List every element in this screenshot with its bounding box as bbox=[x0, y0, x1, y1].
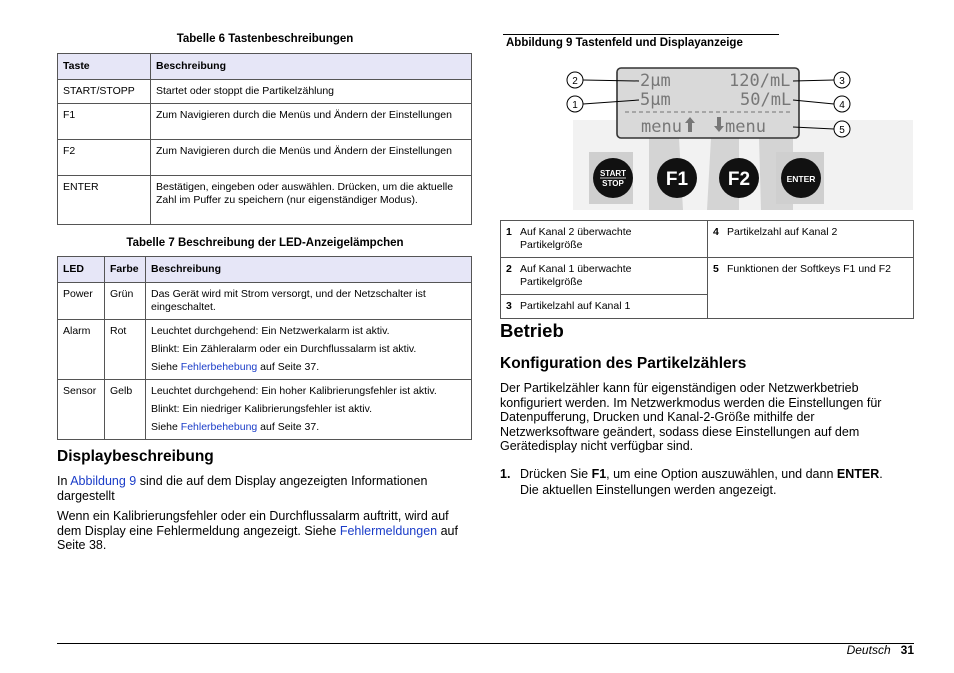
table-cell: START/STOPP bbox=[58, 80, 151, 104]
table-row bbox=[58, 283, 472, 320]
table-header-row bbox=[58, 54, 472, 80]
table-cell bbox=[146, 380, 472, 440]
legend-text: Funktionen der Softkeys F1 und F2 bbox=[727, 263, 892, 275]
table-row bbox=[58, 104, 472, 140]
legend-text: Partikelzahl auf Kanal 2 bbox=[727, 226, 838, 238]
table-cell: Grün bbox=[105, 283, 146, 320]
legend-item-5 bbox=[708, 258, 914, 319]
fehlerbehebung-link[interactable]: Fehlerbehebung bbox=[180, 361, 258, 373]
table-row bbox=[58, 380, 472, 440]
figure-rule bbox=[503, 34, 779, 35]
callout-label: 4 bbox=[839, 100, 845, 111]
table-cell: Power bbox=[58, 283, 105, 320]
table-row bbox=[58, 176, 472, 225]
footer-rule bbox=[57, 643, 914, 644]
legend-text: Auf Kanal 2 überwachte Partikelgröße bbox=[520, 226, 632, 251]
page-number: 31 bbox=[900, 643, 914, 657]
betrieb-paragraph: Der Partikelzähler kann für eigenständigen oder Netzwerkbetrieb konfiguriert werden. Im Netzwerkmodus werden die Einstellungen für Datenpufferung, Drucken und Kanal-2-Größe mithilfe der Netzwerksoftware geändert, sodass diese Einstellungen auf dem Gerätedisplay nicht verfügbar sind. bbox=[500, 381, 882, 453]
table-row bbox=[58, 80, 472, 104]
table6 bbox=[57, 53, 472, 225]
table-header-row bbox=[58, 257, 472, 283]
legend-num: 4 bbox=[713, 226, 719, 238]
callout-label: 5 bbox=[839, 125, 845, 136]
konfiguration-heading: Konfiguration des Partikelzählers bbox=[500, 355, 747, 372]
table-header-cell: Farbe bbox=[105, 257, 146, 283]
stop-key-label: STOP bbox=[602, 179, 624, 188]
abbildung-link[interactable]: Abbildung 9 bbox=[70, 474, 137, 488]
table-cell: Gelb bbox=[105, 380, 146, 440]
fehlerbehebung-link[interactable]: Fehlerbehebung bbox=[180, 421, 258, 433]
lcd-row2-left: 5µm bbox=[640, 90, 671, 110]
enter-key-ref: ENTER bbox=[836, 467, 880, 481]
lcd-softkey2: menu bbox=[725, 117, 766, 137]
figure9-caption: Abbildung 9 Tastenfeld und Displayanzeige bbox=[506, 37, 743, 49]
table7 bbox=[57, 256, 472, 440]
footer-language: Deutsch bbox=[846, 643, 891, 657]
legend-item-2 bbox=[501, 258, 708, 295]
fehlermeldungen-link[interactable]: Fehlermeldungen bbox=[339, 523, 438, 538]
lcd-row1-left: 2µm bbox=[640, 71, 671, 91]
table-header-cell: Beschreibung bbox=[151, 54, 472, 80]
step-text: , um eine Option auszuwählen, und dann bbox=[606, 467, 837, 481]
text: Wenn ein Kalibrierungsfehler oder ein Durchflussalarm auftritt, wird auf dem Display eine Fehlermeldung angezeigt. Siehe bbox=[57, 509, 449, 538]
callout-label: 3 bbox=[839, 76, 845, 87]
table-cell: ENTER bbox=[58, 176, 151, 225]
table-cell: Das Gerät wird mit Strom versorgt, und der Netzschalter ist eingeschaltet. bbox=[146, 283, 472, 320]
figure-legend bbox=[500, 220, 914, 319]
sensor-line2: Blinkt: Ein niedriger Kalibrierungsfehler ist aktiv. bbox=[151, 403, 372, 415]
f1-key-ref: F1 bbox=[591, 467, 607, 481]
table6-caption: Tabelle 6 Tastenbeschreibungen bbox=[176, 33, 354, 45]
table-cell bbox=[146, 320, 472, 380]
f1-key-label: F1 bbox=[665, 169, 689, 190]
lcd-row1-right: 120/mL bbox=[729, 71, 791, 91]
table-cell: Alarm bbox=[58, 320, 105, 380]
lcd-softkey1: menu bbox=[641, 117, 682, 137]
table-cell: F2 bbox=[58, 140, 151, 176]
table-header-cell: LED bbox=[58, 257, 105, 283]
legend-item-4 bbox=[708, 221, 914, 258]
table7-caption: Tabelle 7 Beschreibung der LED-Anzeigelämpchen bbox=[126, 237, 404, 249]
table-header-cell: Taste bbox=[58, 54, 151, 80]
legend-num: 3 bbox=[506, 300, 512, 312]
betrieb-heading: Betrieb bbox=[500, 320, 564, 341]
callout-label: 1 bbox=[572, 100, 578, 111]
lcd-row2-right: 50/mL bbox=[740, 90, 792, 110]
step-text: Drücken Sie bbox=[520, 467, 592, 481]
text: In bbox=[57, 474, 71, 488]
legend-num: 1 bbox=[506, 226, 512, 238]
legend-text: Partikelzahl auf Kanal 1 bbox=[520, 300, 631, 312]
sensor-see bbox=[151, 421, 466, 434]
legend-text: Auf Kanal 1 überwachte Partikelgröße bbox=[520, 263, 632, 288]
f2-key-label: F2 bbox=[727, 169, 751, 190]
step-text: . bbox=[879, 467, 883, 481]
display-paragraph-1 bbox=[57, 474, 457, 503]
sensor-line1: Leuchtet durchgehend: Ein hoher Kalibrierungsfehler ist aktiv. bbox=[151, 385, 437, 397]
text: auf Seite 38. bbox=[57, 523, 458, 552]
display-heading: Displaybeschreibung bbox=[57, 448, 214, 465]
step-1 bbox=[500, 467, 883, 482]
alarm-see bbox=[151, 361, 466, 374]
table-cell: Bestätigen, eingeben oder auswählen. Drücken, um die aktuelle Zahl im Puffer zu speichern (nur eigenständiger Modus). bbox=[151, 176, 472, 225]
table-row bbox=[58, 320, 472, 380]
table-cell: Rot bbox=[105, 320, 146, 380]
legend-row bbox=[501, 258, 914, 295]
table-header-cell: Beschreibung bbox=[146, 257, 472, 283]
callout-label: 2 bbox=[572, 76, 578, 87]
step-number: 1. bbox=[500, 467, 511, 481]
legend-num: 2 bbox=[506, 263, 512, 275]
legend-item-3 bbox=[501, 295, 708, 319]
table-cell: Zum Navigieren durch die Menüs und Ändern der Einstellungen bbox=[151, 140, 472, 176]
alarm-line2: Blinkt: Ein Zähleralarm oder ein Durchflussalarm ist aktiv. bbox=[151, 343, 417, 355]
text: sind die auf dem Display angezeigten Informationen dargestellt bbox=[57, 474, 428, 503]
footer bbox=[847, 643, 914, 657]
see-suffix: auf Seite 37. bbox=[257, 421, 320, 433]
table-row bbox=[58, 140, 472, 176]
table-cell: F1 bbox=[58, 104, 151, 140]
table-cell: Startet oder stoppt die Partikelzählung bbox=[151, 80, 472, 104]
alarm-line1: Leuchtet durchgehend: Ein Netzwerkalarm ist aktiv. bbox=[151, 325, 390, 337]
enter-key-label: ENTER bbox=[786, 174, 816, 184]
display-paragraph-2 bbox=[57, 509, 467, 553]
see-prefix: Siehe bbox=[151, 361, 181, 373]
legend-num: 5 bbox=[713, 263, 719, 275]
step-1-result: Die aktuellen Einstellungen werden angezeigt. bbox=[520, 483, 777, 497]
legend-item-1 bbox=[501, 221, 708, 258]
legend-row bbox=[501, 221, 914, 258]
start-key-label: START bbox=[599, 169, 627, 178]
see-prefix: Siehe bbox=[151, 421, 181, 433]
see-suffix: auf Seite 37. bbox=[257, 361, 320, 373]
keypad-display-illustration bbox=[503, 60, 914, 210]
table-cell: Zum Navigieren durch die Menüs und Ändern der Einstellungen bbox=[151, 104, 472, 140]
table-cell: Sensor bbox=[58, 380, 105, 440]
